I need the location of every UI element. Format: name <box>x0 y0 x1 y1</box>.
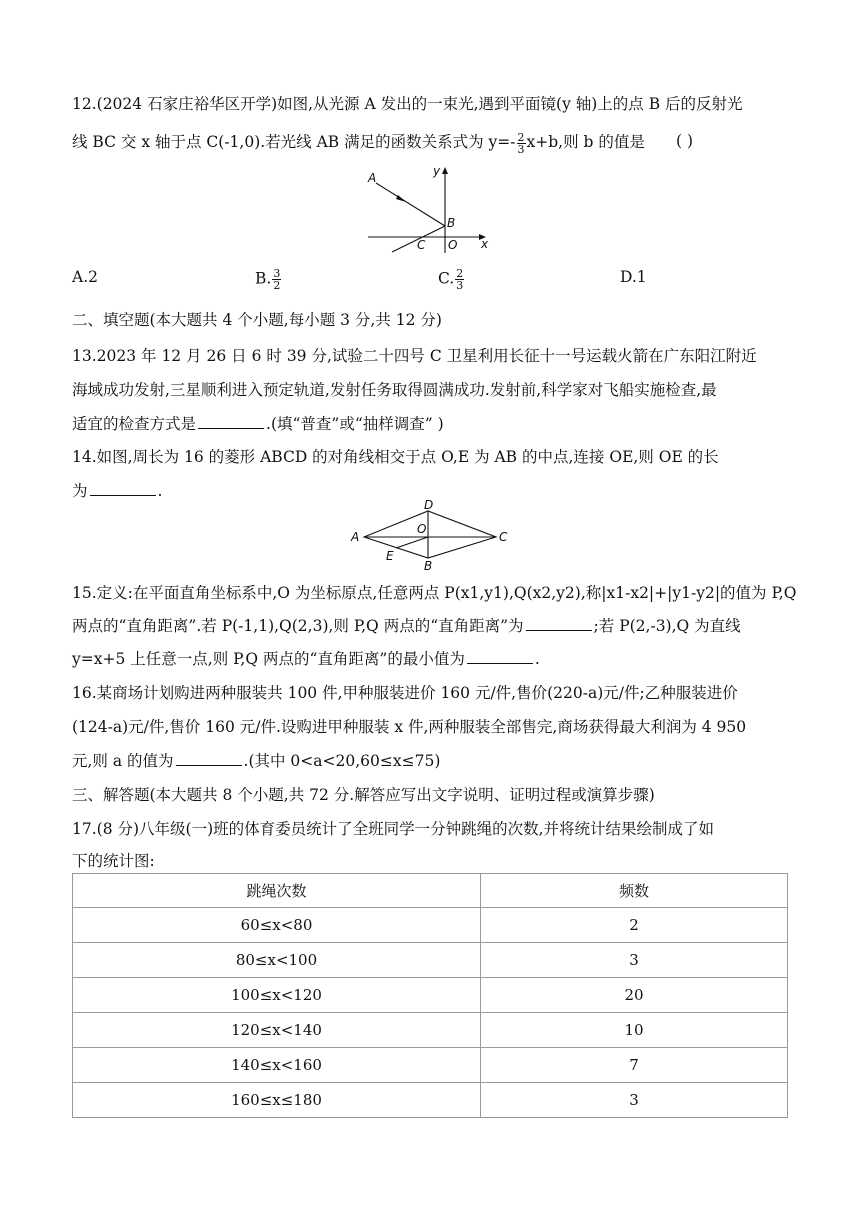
q14-line2-post: . <box>157 482 163 500</box>
cell-frequency: 20 <box>481 978 788 1013</box>
q12-option-c-den: 3 <box>456 279 464 292</box>
q15-line3-post: . <box>534 650 540 668</box>
q13-line3-pre: 适宜的检查方式是 <box>72 415 197 433</box>
q17-line2: 下的统计图: <box>72 852 155 870</box>
rhombus-abcd <box>364 511 496 558</box>
q12-fraction <box>517 132 526 155</box>
q16-line3 <box>72 749 440 771</box>
label-x: x <box>481 237 489 251</box>
cell-frequency: 7 <box>481 1048 788 1083</box>
q12-answer-paren: ( ) <box>676 132 694 150</box>
q15-line1: 15.定义:在平面直角坐标系中,O 为坐标原点,任意两点 P(x1,y1),Q(x2,y2),称|x1-x2|+|y1-y2|的值为 P,Q <box>72 584 797 602</box>
q16-line1: 16.某商场计划购进两种服装共 100 件,甲种服装进价 160 元/件,售价(220-a)元/件;乙种服装进价 <box>72 684 738 702</box>
q12-option-b-den: 2 <box>273 279 281 292</box>
q13-line1: 13.2023 年 12 月 26 日 6 时 39 分,试验二十四号 C 卫星利用长征十一号运载火箭在广东阳江附近 <box>72 347 757 365</box>
table-row <box>73 978 788 1013</box>
q12-option-c-num: 2 <box>456 267 464 280</box>
cell-range: 120≤x<140 <box>73 1013 481 1048</box>
q16-line2: (124-a)元/件,售价 160 元/件.设购进甲种服装 x 件,两种服装全部售完,商场获得最大利润为 4 950 <box>72 718 747 736</box>
q14-rhombus-figure <box>346 498 516 574</box>
label-c: C <box>499 530 508 544</box>
q15-line3-pre: y=x+5 上任意一点,则 P,Q 两点的“直角距离”的最小值为 <box>72 650 465 668</box>
table-row <box>73 943 788 978</box>
cell-range: 160≤x≤180 <box>73 1083 481 1118</box>
label-c: C <box>417 238 426 252</box>
ray-ab-arrow <box>396 195 406 202</box>
cell-range: 80≤x<100 <box>73 943 481 978</box>
q13-line3 <box>72 412 444 434</box>
q12-option-a: A.2 <box>72 268 98 286</box>
q14-line2 <box>72 479 162 501</box>
cell-frequency: 10 <box>481 1013 788 1048</box>
cell-range: 140≤x<160 <box>73 1048 481 1083</box>
q14-answer-blank[interactable] <box>90 494 156 496</box>
q16-line3-pre: 元,则 a 的值为 <box>72 752 174 770</box>
q12-option-b-prefix: B. <box>255 269 272 288</box>
q15-line2-post: ;若 P(2,-3),Q 为直线 <box>593 617 741 635</box>
q12-option-c <box>438 268 465 291</box>
section2-title: 二、填空题(本大题共 4 个小题,每小题 3 分,共 12 分) <box>72 311 442 329</box>
section3-title: 三、解答题(本大题共 8 个小题,共 72 分.解答应写出文字说明、证明过程或演算步骤) <box>72 786 655 804</box>
cell-frequency: 3 <box>481 1083 788 1118</box>
frequency-table <box>72 873 788 1118</box>
label-e: E <box>386 549 394 563</box>
q12-line1: 12.(2024 石家庄裕华区开学)如图,从光源 A 发出的一束光,遇到平面镜(y 轴)上的点 B 后的反射光 <box>72 95 743 113</box>
label-o: O <box>448 238 458 252</box>
header-frequency: 频数 <box>481 874 788 908</box>
q15-line2-pre: 两点的“直角距离”.若 P(-1,1),Q(2,3),则 P,Q 两点的“直角距离”为 <box>72 617 524 635</box>
label-o: O <box>417 522 427 536</box>
q12-option-b <box>255 268 282 291</box>
table-row <box>73 908 788 943</box>
cell-range: 60≤x<80 <box>73 908 481 943</box>
q13-answer-blank[interactable] <box>198 427 264 429</box>
q14-line2-pre: 为 <box>72 482 88 500</box>
cell-frequency: 3 <box>481 943 788 978</box>
ray-ab <box>376 183 445 226</box>
q12-option-c-fraction <box>455 268 464 291</box>
q12-option-c-prefix: C. <box>438 269 455 288</box>
q12-line2-pre: 线 BC 交 x 轴于点 C(-1,0).若光线 AB 满足的函数关系式为 y=- <box>72 133 516 151</box>
q17-line1: 17.(8 分)八年级(一)班的体育委员统计了全班同学一分钟跳绳的次数,并将统计结果绘制成了如 <box>72 820 715 838</box>
cell-range: 100≤x<120 <box>73 978 481 1013</box>
q12-option-b-num: 3 <box>273 267 281 280</box>
q12-line2-post: x+b,则 b 的值是 <box>526 133 645 151</box>
q16-answer-blank[interactable] <box>176 764 242 766</box>
label-b: B <box>424 559 433 573</box>
q13-line2: 海域成功发射,三星顺利进入预定轨道,发射任务取得圆满成功.发射前,科学家对飞船实施检查,最 <box>72 381 717 399</box>
q12-figure <box>362 160 502 256</box>
header-skip-count: 跳绳次数 <box>73 874 481 908</box>
q12-option-b-fraction <box>272 268 281 291</box>
q15-answer-blank-2[interactable] <box>467 662 533 664</box>
table-row <box>73 1083 788 1118</box>
q15-line3 <box>72 647 540 669</box>
cell-frequency: 2 <box>481 908 788 943</box>
q14-line1: 14.如图,周长为 16 的菱形 ABCD 的对角线相交于点 O,E 为 AB 的中点,连接 OE,则 OE 的长 <box>72 448 719 466</box>
table-header-row <box>73 874 788 908</box>
label-a: A <box>368 171 377 185</box>
segment-oe <box>396 537 428 548</box>
q15-line2 <box>72 614 741 636</box>
label-a: A <box>351 530 360 544</box>
q15-answer-blank-1[interactable] <box>526 629 592 631</box>
q12-frac-numerator: 2 <box>517 130 525 144</box>
q12-frac-denominator: 3 <box>517 142 525 156</box>
label-d: D <box>424 498 434 512</box>
table-row <box>73 1048 788 1083</box>
q16-line3-post: .(其中 0<a<20,60≤x≤75) <box>243 752 441 770</box>
q12-option-d: D.1 <box>620 268 647 286</box>
label-y: y <box>433 164 441 178</box>
table-row <box>73 1013 788 1048</box>
q13-line3-post: .(填“普查”或“抽样调查” ) <box>266 415 444 433</box>
label-b: B <box>447 216 456 230</box>
q12-line2 <box>72 130 645 155</box>
y-axis-arrow <box>442 167 448 174</box>
